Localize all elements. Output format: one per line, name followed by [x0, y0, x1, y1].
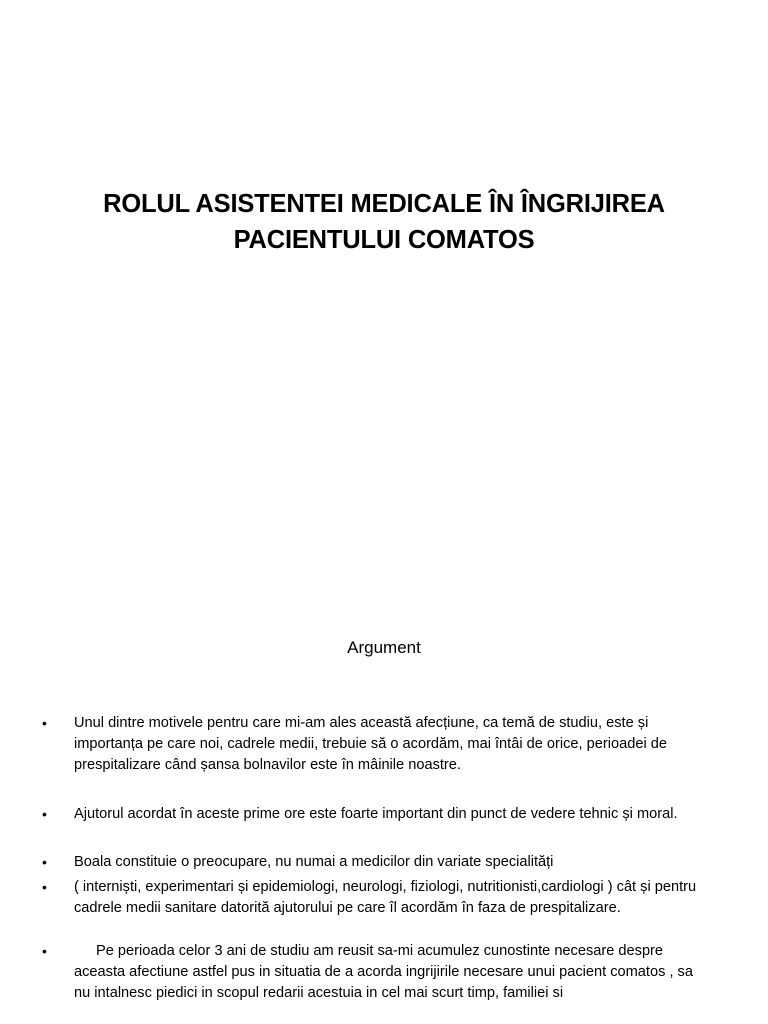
list-item: [38, 713, 710, 776]
document-title: [60, 186, 708, 258]
paragraph-text: Ajutorul acordat în aceste prime ore este foarte important din punct de vedere tehnic și moral.: [74, 806, 678, 822]
bullet-marker: •: [42, 806, 47, 822]
bullet-marker: •: [42, 879, 47, 895]
paragraph-text: ( interniști, experimentari și epidemiologi, neurologi, fiziologi, nutritionisti,cardiologi ) cât și pentru cadrele medii sanitare datorită ajutorului pe care îl acordăm în faza de prespitalizare.: [74, 879, 697, 916]
list-item: [38, 804, 710, 825]
bullet-list: [38, 713, 710, 1004]
paragraph-text: Unul dintre motivele pentru care mi-am ales această afecțiune, ca temă de studiu, este și importanța pe care noi, cadrele medii, trebuie să o acordăm, mai întâi de orice, perioadei de prespitalizare când șansa bolnavilor este în mâinile noastre.: [74, 715, 667, 773]
bullet-marker: •: [42, 943, 47, 959]
list-item: [38, 877, 710, 919]
paragraph-text: Pe perioada celor 3 ani de studiu am reusit sa-mi acumulez cunostinte necesare despre aceasta afectiune astfel pus in situatia de a acorda ingrijirile necesare unui pacient comatos , sa nu intalnesc piedici in scopul redarii acestuia in cel mai scurt timp, familiei si: [74, 943, 693, 1001]
title-line-2: PACIENTULUI COMATOS: [233, 226, 535, 254]
title-line-1: ROLUL ASISTENTEI MEDICALE ÎN ÎNGRIJIREA: [103, 190, 665, 218]
bullet-marker: •: [42, 715, 47, 731]
paragraph-text: Boala constituie o preocupare, nu numai a medicilor din variate specialități: [74, 854, 554, 870]
bullet-marker: •: [42, 854, 47, 870]
list-item: [38, 852, 710, 873]
list-item: [38, 941, 710, 1004]
section-heading: Argument: [347, 638, 421, 657]
